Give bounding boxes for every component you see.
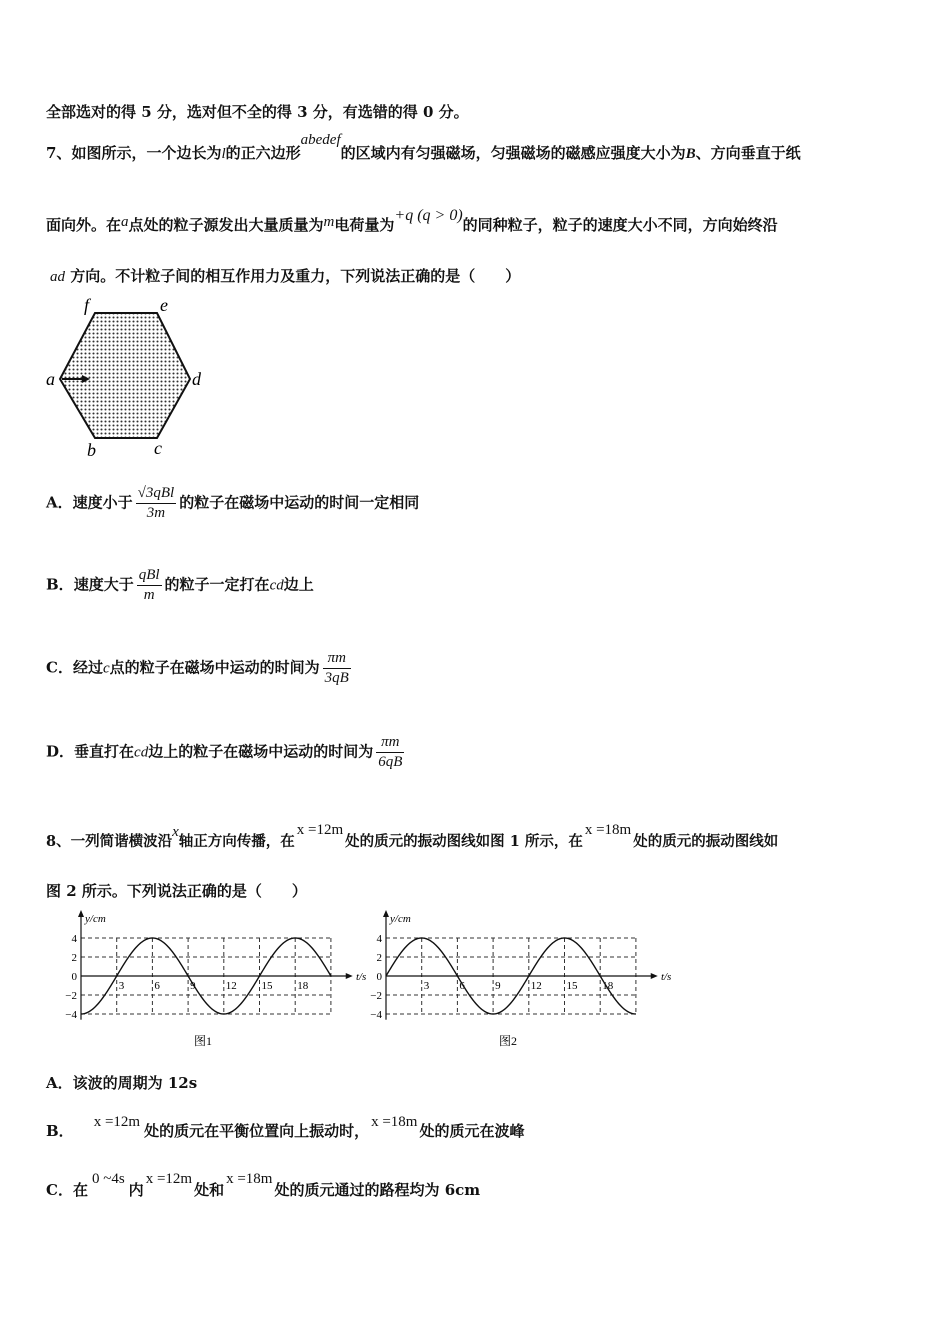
label-c: c <box>154 438 162 458</box>
q7-option-c[interactable] <box>46 650 354 687</box>
denominator: 3m <box>146 505 166 521</box>
q8-option-a[interactable] <box>46 1072 197 1093</box>
q8-option-b[interactable] <box>46 1114 525 1141</box>
option-text: 该波的周期为 12s <box>72 1074 198 1092</box>
numerator: qBl <box>137 567 162 586</box>
numerator: πm <box>323 650 351 669</box>
position-18m: x =18m <box>371 1114 418 1130</box>
q8-number: 8、 <box>46 833 71 850</box>
q8-text: 轴正方向传播，在 <box>178 833 295 850</box>
intro-line: 全部选对的得 5 分，选对但不全的得 3 分，有选错的得 0 分。 <box>46 103 469 121</box>
x-axis-arrow-icon <box>346 973 353 979</box>
q8-option-c[interactable] <box>46 1171 481 1200</box>
option-text: 的粒子在磁场中运动的时间一定相同 <box>179 493 420 512</box>
label-e: e <box>160 296 168 315</box>
denominator: 6qB <box>378 754 403 770</box>
y-tick-label: −4 <box>65 1009 77 1021</box>
numerator: πm <box>376 734 404 753</box>
option-label: C． <box>46 1181 73 1199</box>
y-tick-label: 0 <box>376 971 382 983</box>
option-label: C． <box>46 658 73 677</box>
graph-caption: 图2 <box>498 1034 518 1048</box>
x-tick-label: 3 <box>118 980 125 992</box>
position-12m: x =12m <box>296 822 344 838</box>
option-text: 处的质元通过的路程均为 6cm <box>274 1181 481 1199</box>
option-text: 边上的粒子在磁场中运动的时间为 <box>148 742 374 761</box>
numerator: √3qBl <box>136 485 177 504</box>
option-text: 的粒子一定打在 <box>164 575 270 594</box>
var-cd: cd <box>269 577 284 594</box>
option-label: B． <box>46 575 74 594</box>
time-range: 0 ~4s <box>91 1171 125 1187</box>
hexagon-field-region <box>60 313 190 438</box>
var-a: a <box>121 214 129 230</box>
q7-line-2 <box>46 207 778 235</box>
option-text: 边上 <box>283 575 314 594</box>
option-label: B． <box>46 1122 74 1140</box>
x-tick-label: 15 <box>261 980 273 992</box>
option-text: 速度小于 <box>72 493 133 512</box>
option-text: 垂直打在 <box>74 742 135 761</box>
y-axis-arrow-icon <box>383 910 389 917</box>
var-cd: cd <box>134 744 149 761</box>
q7-text: 的正六边形 <box>225 144 301 162</box>
q7-text: 点处的粒子源发出大量质量为 <box>128 216 324 234</box>
position-18m: x =18m <box>226 1171 273 1187</box>
fraction <box>136 485 177 522</box>
q7-text: 如图所示，一个边长为 <box>71 144 222 162</box>
hexagon-name: abedef <box>300 132 341 148</box>
x-tick-label: 6 <box>459 980 465 992</box>
var-x: x <box>172 824 179 840</box>
q7-option-b[interactable] <box>46 567 314 604</box>
position-18m: x =18m <box>584 822 632 838</box>
fraction <box>323 650 351 687</box>
denominator: 3qB <box>324 670 349 686</box>
var-l: l <box>221 146 226 162</box>
option-text: 速度大于 <box>73 575 134 594</box>
y-axis-label: y/cm <box>390 913 411 925</box>
var-c: c <box>102 660 110 677</box>
option-text: 内 <box>128 1181 144 1199</box>
x-tick-label: 6 <box>154 980 160 992</box>
x-axis-label: t/s <box>355 971 367 983</box>
q7-text: 方向。不计粒子间的相互作用力及重力，下列说法正确的是（ ） <box>70 267 521 285</box>
y-tick-label: 4 <box>376 933 382 945</box>
q8-line-2: 图 2 所示。下列说法正确的是（ ） <box>46 882 307 900</box>
q7-text: 面向外。在 <box>46 216 122 234</box>
x-tick-label: 9 <box>495 980 501 992</box>
x-axis-label: t/s <box>660 971 672 983</box>
q8-text: 处的质元的振动图线如图 1 所示，在 <box>345 833 583 850</box>
option-text: 经过 <box>72 658 103 677</box>
y-tick-label: −2 <box>370 990 382 1002</box>
q8-text: 一列简谐横波沿 <box>70 833 173 850</box>
position-12m: x =12m <box>93 1114 141 1130</box>
x-axis-arrow-icon <box>651 973 658 979</box>
y-tick-label: −4 <box>370 1009 382 1021</box>
option-text: 处的质元在波峰 <box>419 1122 525 1140</box>
option-label: D． <box>46 742 75 761</box>
y-axis-arrow-icon <box>78 910 84 917</box>
q7-line-1 <box>46 132 801 163</box>
option-text: 点的粒子在磁场中运动的时间为 <box>109 658 320 677</box>
q7-option-d[interactable] <box>46 734 407 771</box>
y-tick-label: 2 <box>376 952 382 964</box>
label-f: f <box>84 296 90 315</box>
fraction <box>137 567 162 604</box>
q7-line-3 <box>46 265 520 286</box>
x-tick-label: 15 <box>566 980 578 992</box>
y-tick-label: 2 <box>71 952 77 964</box>
option-label: A． <box>46 1074 73 1092</box>
hexagon-figure <box>40 296 210 461</box>
x-tick-label: 9 <box>190 980 196 992</box>
q8-text: 处的质元的振动图线如 <box>633 833 779 850</box>
var-ad: ad <box>50 269 65 285</box>
q7-number: 7、 <box>46 144 72 162</box>
denominator: m <box>143 587 155 603</box>
var-B: B <box>685 146 696 162</box>
x-tick-label: 12 <box>225 980 237 992</box>
q7-text: 、方向垂直于纸 <box>695 144 801 162</box>
position-12m: x =12m <box>145 1171 193 1187</box>
option-label: A． <box>46 493 73 512</box>
y-axis-label: y/cm <box>85 913 106 925</box>
fraction <box>376 734 404 771</box>
q7-option-a[interactable] <box>46 485 419 522</box>
option-text: 在 <box>72 1181 88 1199</box>
q7-text: 的区域内有匀强磁场，匀强磁场的磁感应强度大小为 <box>340 144 686 162</box>
q7-text: 电荷量为 <box>334 216 395 234</box>
x-tick-label: 18 <box>602 980 614 992</box>
option-text: 处的质元在平衡位置向上振动时， <box>144 1122 370 1140</box>
charge-expression: +q (q > 0) <box>394 207 463 224</box>
q7-text: 的同种粒子，粒子的速度大小不同，方向始终沿 <box>462 216 778 234</box>
graph-caption: 图1 <box>193 1034 213 1048</box>
x-tick-label: 3 <box>423 980 430 992</box>
label-a: a <box>46 369 55 389</box>
q8-line-1 <box>46 822 779 851</box>
label-b: b <box>87 440 96 460</box>
y-tick-label: −2 <box>65 990 77 1002</box>
x-tick-label: 12 <box>530 980 542 992</box>
y-tick-label: 4 <box>71 933 77 945</box>
label-d: d <box>192 369 201 389</box>
var-m: m <box>323 214 335 230</box>
vibration-graphs <box>55 908 695 1053</box>
option-text: 处和 <box>194 1181 225 1199</box>
y-tick-label: 0 <box>71 971 77 983</box>
x-tick-label: 18 <box>297 980 309 992</box>
